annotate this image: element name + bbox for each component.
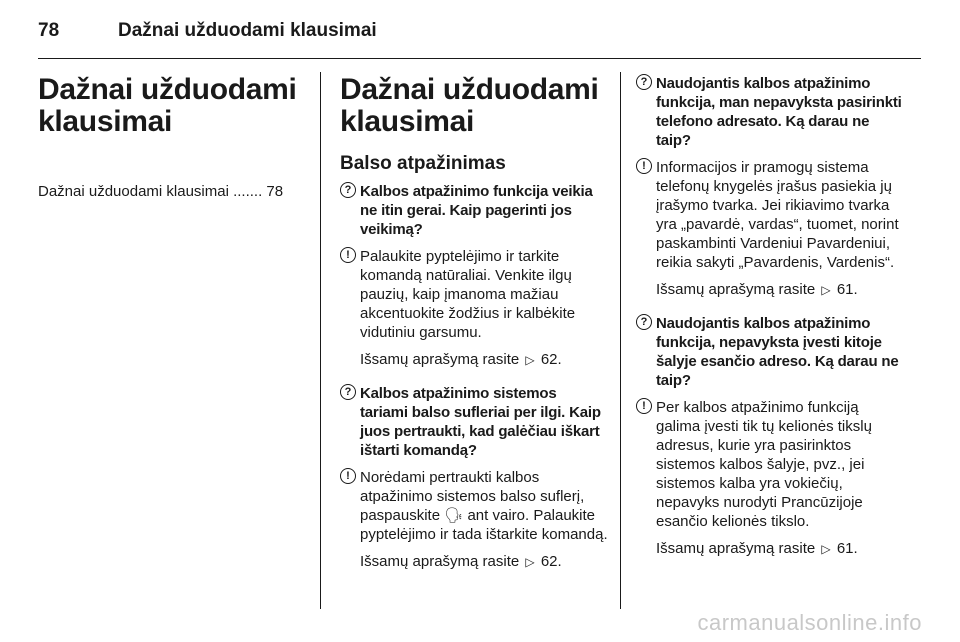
reference-text: Išsamų aprašymą rasite <box>360 351 520 368</box>
question-circle-icon: ? <box>636 74 652 90</box>
reference-line <box>340 350 608 370</box>
reference-line <box>340 552 608 572</box>
reference-page[interactable]: 61. <box>836 281 858 298</box>
reference-text: Išsamų aprašymą rasite <box>656 281 816 298</box>
question-circle-icon: ? <box>636 314 652 330</box>
answer-text: Per kalbos atpažinimo funkciją galima įvesti tik tų kelionės tikslų adresus, kurie yra pasirinktos sistemos kalbos šalyje, pvz., jei sistemos kalba yra vokiečių, nepavyks nurodyti Prancūzijoje esančio kelionės tikslo. <box>656 399 872 530</box>
answer-item <box>340 468 608 544</box>
voice-control-icon: 🗣 <box>444 507 464 524</box>
middle-column <box>340 74 608 572</box>
reference-page[interactable]: 61. <box>836 540 858 557</box>
triangle-right-icon: ▷ <box>821 283 831 297</box>
column-divider <box>320 72 321 609</box>
triangle-right-icon: ▷ <box>525 555 535 569</box>
reference-text: Išsamų aprašymą rasite <box>360 553 520 570</box>
reference-text: Išsamų aprašymą rasite <box>656 540 816 557</box>
answer-text: Norėdami pertraukti kalbos atpažinimo sistemos balso suflerį, paspauskite <box>360 469 585 524</box>
question-item <box>340 182 608 239</box>
question-item <box>340 384 608 460</box>
question-circle-icon: ? <box>340 182 356 198</box>
reference-page[interactable]: 62. <box>540 351 562 368</box>
subsection-heading: Balso atpažinimas <box>340 153 506 174</box>
section-heading: Dažnai užduodami klausimai <box>340 73 599 138</box>
section-heading: Dažnai užduodami klausimai <box>38 73 297 138</box>
header-title: Dažnai užduodami klausimai <box>118 20 377 41</box>
column-divider <box>620 72 621 609</box>
question-text: Naudojantis kalbos atpažinimo funkcija, man nepavyksta pasirinkti telefono adresato. Ką darau ne taip? <box>656 75 902 149</box>
right-column <box>636 74 904 559</box>
exclamation-circle-icon: ! <box>636 398 652 414</box>
question-item <box>636 314 904 390</box>
triangle-right-icon: ▷ <box>525 353 535 367</box>
answer-text: ant vairo. Palaukite pyptelėjimo ir tada ištarkite komandą. <box>360 507 608 543</box>
header-divider <box>38 58 921 59</box>
answer-item <box>340 247 608 342</box>
question-text: Kalbos atpažinimo sistemos tariami balso sufleriai per ilgi. Kaip juos pertraukti, kad galėčiau iškart ištarti komandą? <box>360 385 601 459</box>
question-text: Naudojantis kalbos atpažinimo funkcija, nepavyksta įvesti kitoje šalyje esančio adreso. Ką darau ne taip? <box>656 315 899 389</box>
answer-item <box>636 158 904 272</box>
exclamation-circle-icon: ! <box>340 247 356 263</box>
exclamation-circle-icon: ! <box>340 468 356 484</box>
page-header <box>38 14 918 48</box>
question-item <box>636 74 904 150</box>
reference-page[interactable]: 62. <box>540 553 562 570</box>
reference-line <box>636 539 904 559</box>
reference-line <box>636 280 904 300</box>
answer-text: Palaukite pyptelėjimo ir tarkite komandą natūraliai. Venkite ilgų pauzių, kaip įmanoma mažiau akcentuokite žodžius ir kalbėkite vidutiniu garsumu. <box>360 248 576 341</box>
watermark: carmanualsonline.info <box>697 610 922 635</box>
question-circle-icon: ? <box>340 384 356 400</box>
left-column <box>38 74 308 200</box>
answer-text: Informacijos ir pramogų sistema telefonų knygelės įrašus pasiekia jų įrašymo tvarka. Jei rikiavimo tvarka yra „pavardė, vardas“, tuomet, norint paskambinti Vardeniui Pavardeniui, reikia sakyti „Pavardenis, Vardenis“. <box>656 159 899 271</box>
answer-item <box>636 398 904 531</box>
exclamation-circle-icon: ! <box>636 158 652 174</box>
triangle-right-icon: ▷ <box>821 542 831 556</box>
toc-entry[interactable]: Dažnai užduodami klausimai ....... 78 <box>38 183 284 200</box>
question-text: Kalbos atpažinimo funkcija veikia ne itin gerai. Kaip pagerinti jos veikimą? <box>360 183 593 238</box>
page-number: 78 <box>38 20 60 41</box>
